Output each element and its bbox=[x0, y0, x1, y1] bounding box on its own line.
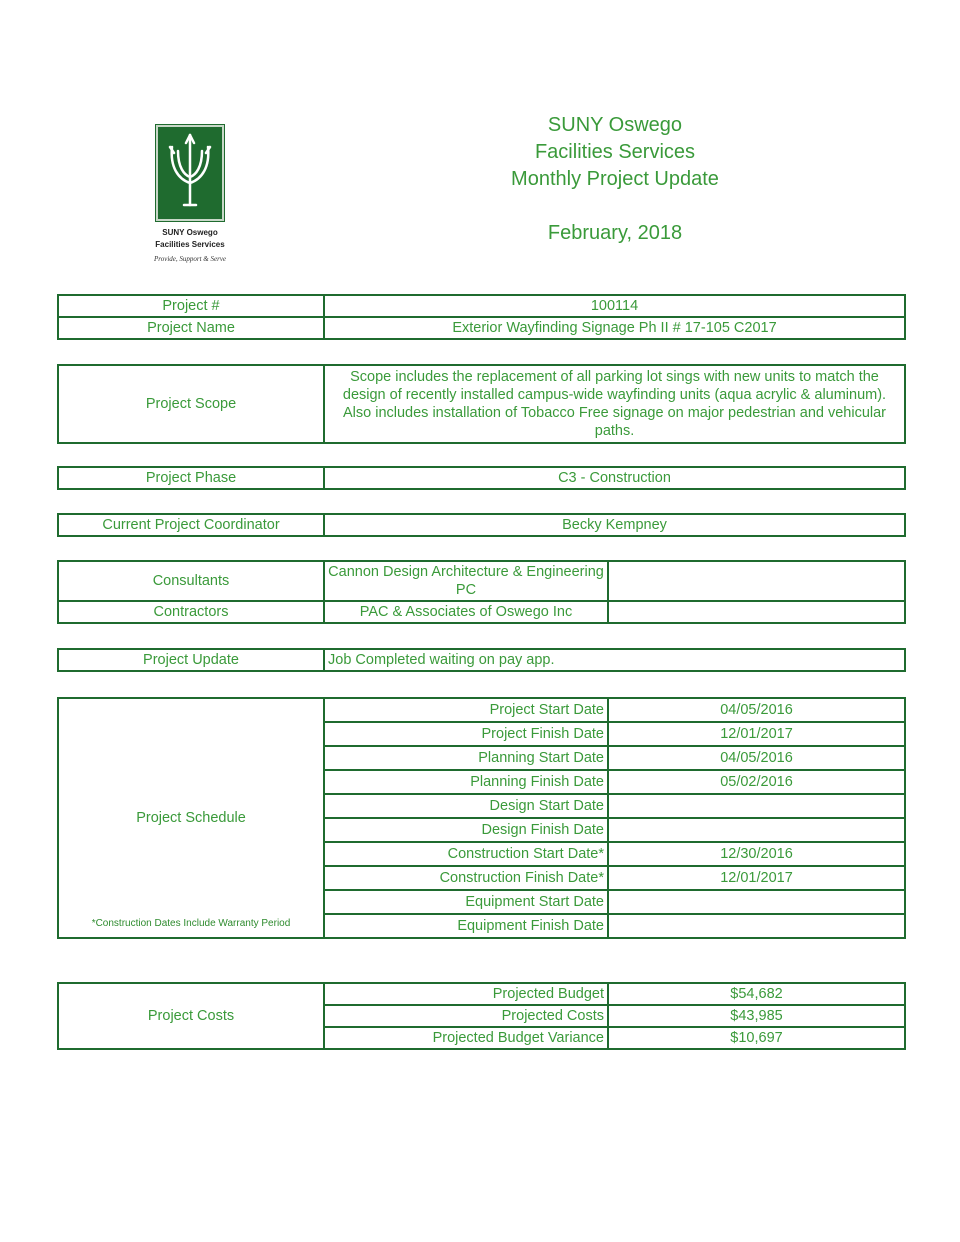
schedule-note: *Construction Dates Include Warranty Period bbox=[91, 918, 291, 929]
logo-tagline: Provide, Support & Serve bbox=[153, 255, 227, 263]
logo-line1: SUNY Oswego bbox=[162, 228, 218, 237]
schedule-row-value: 12/01/2017 bbox=[608, 722, 905, 746]
schedule-row-label: Construction Finish Date* bbox=[324, 866, 608, 890]
logo-line2: Facilities Services bbox=[155, 240, 225, 249]
schedule-row-value bbox=[608, 914, 905, 938]
update-table bbox=[57, 648, 906, 672]
logo bbox=[120, 125, 260, 263]
cost-row-value: $54,682 bbox=[608, 983, 905, 1005]
schedule-row-value bbox=[608, 818, 905, 842]
schedule-row-label: Equipment Start Date bbox=[324, 890, 608, 914]
coordinator-label: Current Project Coordinator bbox=[58, 514, 324, 536]
header-report: Monthly Project Update bbox=[511, 168, 719, 190]
costs-label: Project Costs bbox=[58, 983, 324, 1049]
header-dept: Facilities Services bbox=[534, 141, 696, 163]
firms-table bbox=[57, 560, 906, 624]
schedule-row-value: 04/05/2016 bbox=[608, 698, 905, 722]
cost-row-label: Projected Budget bbox=[324, 983, 608, 1005]
schedule-row-value bbox=[608, 794, 905, 818]
project-number: 100114 bbox=[324, 295, 905, 317]
schedule-row-label: Design Finish Date bbox=[324, 818, 608, 842]
coordinator-table bbox=[57, 513, 906, 537]
consultants-label: Consultants bbox=[58, 561, 324, 601]
project-name: Exterior Wayfinding Signage Ph II # 17-105 C2017 bbox=[324, 317, 905, 339]
schedule-row-value: 12/01/2017 bbox=[608, 866, 905, 890]
coordinator-name: Becky Kempney bbox=[324, 514, 905, 536]
project-id-table bbox=[57, 294, 906, 340]
schedule-row-label: Project Start Date bbox=[324, 698, 608, 722]
schedule-row-value: 12/30/2016 bbox=[608, 842, 905, 866]
cost-row-label: Projected Budget Variance bbox=[324, 1027, 608, 1049]
schedule-table bbox=[57, 697, 906, 939]
schedule-row-label: Design Start Date bbox=[324, 794, 608, 818]
update-label: Project Update bbox=[58, 649, 324, 671]
project-scope-table bbox=[57, 364, 906, 444]
project-phase: C3 - Construction bbox=[324, 467, 905, 489]
cost-row-label: Projected Costs bbox=[324, 1005, 608, 1027]
schedule-row-label: Construction Start Date* bbox=[324, 842, 608, 866]
project-scope: Scope includes the replacement of all parking lot sings with new units to match the design of recently installed campus-wide wayfinding units (aqua acrylic & aluminum). Also includes installation of Tobacco Free signage on major pedestrian and vehicular paths. bbox=[324, 365, 905, 443]
cost-row-value: $43,985 bbox=[608, 1005, 905, 1027]
project-scope-label: Project Scope bbox=[58, 365, 324, 443]
update-text: Job Completed waiting on pay app. bbox=[324, 649, 905, 671]
schedule-label: Project Schedule bbox=[136, 810, 246, 826]
schedule-row-label: Planning Finish Date bbox=[324, 770, 608, 794]
contractors-label: Contractors bbox=[58, 601, 324, 623]
schedule-label-cell bbox=[58, 698, 324, 938]
schedule-row-label: Project Finish Date bbox=[324, 722, 608, 746]
costs-table bbox=[57, 982, 906, 1050]
consultants-extra bbox=[608, 561, 905, 601]
project-phase-label: Project Phase bbox=[58, 467, 324, 489]
schedule-row-value: 04/05/2016 bbox=[608, 746, 905, 770]
project-number-label: Project # bbox=[58, 295, 324, 317]
schedule-row-value bbox=[608, 890, 905, 914]
consultants-name: Cannon Design Architecture & Engineering PC bbox=[324, 561, 608, 601]
trident-logo-icon bbox=[156, 125, 224, 221]
schedule-row-value: 05/02/2016 bbox=[608, 770, 905, 794]
header-org: SUNY Oswego bbox=[547, 114, 683, 136]
project-phase-table bbox=[57, 466, 906, 490]
contractors-name: PAC & Associates of Oswego Inc bbox=[324, 601, 608, 623]
contractors-extra bbox=[608, 601, 905, 623]
project-name-label: Project Name bbox=[58, 317, 324, 339]
cost-row-value: $10,697 bbox=[608, 1027, 905, 1049]
schedule-row-label: Planning Start Date bbox=[324, 746, 608, 770]
header-date: February, 2018 bbox=[547, 222, 683, 244]
schedule-row-label: Equipment Finish Date bbox=[324, 914, 608, 938]
